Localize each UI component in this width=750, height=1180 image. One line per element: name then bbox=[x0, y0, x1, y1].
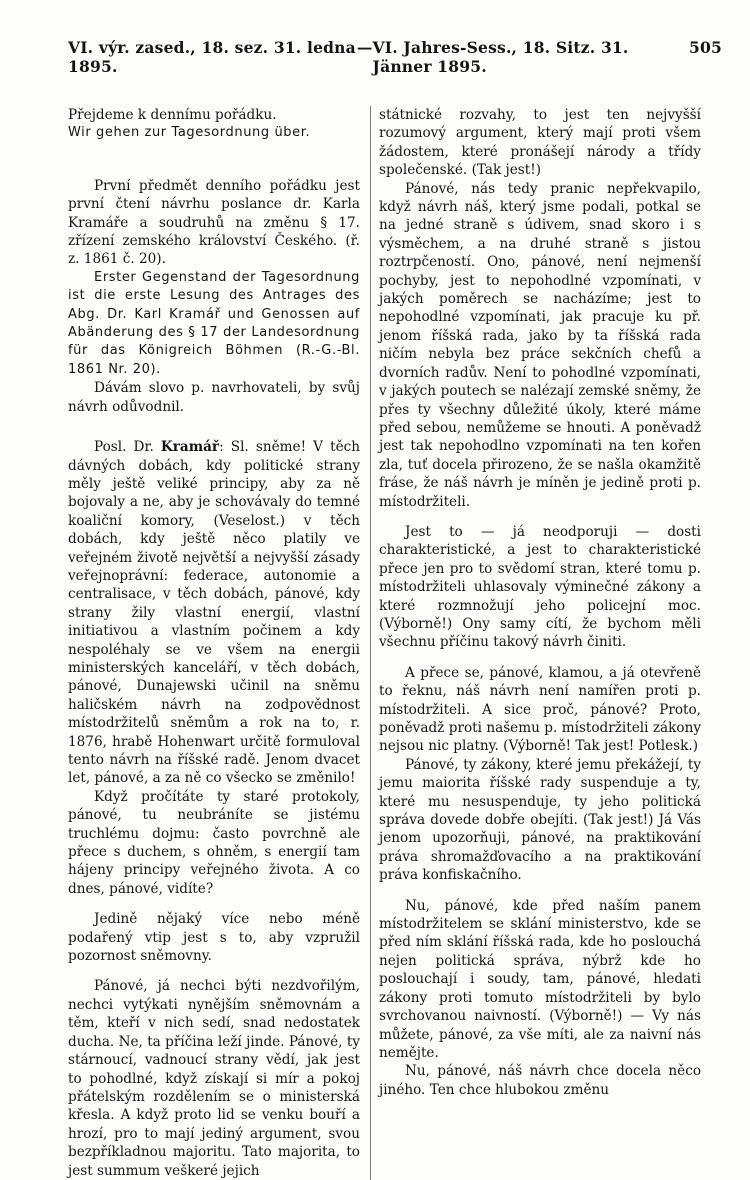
speech-paragraph-majority: Pánové, já nechci býti nezdvořilým, nechci vytýkati nynějším sněmovnám a těm, kteří v nich sedí, snad nedostatek ducha. Ne, ta příčina leží jinde. Pánové, ty stárnoucí, vadnoucí strany vědí, jak jest to pohodlné, když získají si mír a pokoj přátelským rozdělením se o ministerská křesla. A když proto lid se venku bouří a hrozí, pro to mají jediný argument, svou bezpříkladnou majoritu. Tato majorita, to jest summum veškeré jejich bbox=[68, 978, 360, 1179]
floor-given: Dávám slovo p. navrhovateli, by svůj návrh odůvodnil. bbox=[68, 380, 360, 415]
speaker-name: Kramář bbox=[160, 439, 220, 456]
header-german: VI. Jahres-Sess., 18. Sitz. 31. Jänner 1895. bbox=[372, 38, 629, 76]
text-columns bbox=[68, 106, 722, 1180]
speech-paragraph-ministry: Nu, pánové, kde před naším panem místodržitelem se sklání ministerstvo, kde se před ním sklání říšská rada, kde ho poslouchá nejen politická správa, nýbrž kde ho poslouchají i soudy, tam, pánové, hledati zákony proti tomuto místodržiteli by bylo svrchovanou naivností. (Výborně!) — Vy nás můžete, pánové, za vše míti, ale za naivní nás nemějte. bbox=[379, 897, 701, 1061]
first-item-czech: První předmět denního pořádku jest první čtení návrhu poslance dr. Karla Kramáře a soudruhů na změnu § 17. zřízení zemského království Českého. (ř. z. 1861 č. 20). bbox=[68, 177, 360, 268]
speech-paragraph-protocols: Když pročítáte ty staré protokoly, pánové, tu neubráníte se jistému truchlému dojmu: často povrchně ale přece s duchem, s ohněm, s energií tam hájeny principy veřejného života. A co dnes, pánové, vidíte? bbox=[68, 788, 360, 897]
agenda-intro-czech: Přejdeme k dennímu pořádku. bbox=[68, 107, 277, 123]
left-column bbox=[68, 106, 360, 1180]
page-number: 505 bbox=[689, 38, 722, 57]
speech-paragraph-characteristic: Jest to — já neodporuji — dosti charakteristické, a jest to charakteristické přece jen pro to svědomí stran, které tomu p. místodržiteli uhlasovaly výminečné zákony a které rozmnožují jeho policejní moc. (Výborně!) Ony samy cítí, že bychom měli všechnu příčinu takový návrh činiti. bbox=[379, 523, 701, 651]
speech-opening-text: : Sl. sněme! V těch dávných dobách, kdy politické strany měly ještě veliké principy, aby za ně bojovaly a ne, aby je schovávaly do temné koaliční komory, (Veselost.) v těch dobách, kdy ještě něco platily ve veřejném životě největší a nejvyšší zásady veřejnoprávní: federace, autonomie a centralisace, v těch dobách, pánové, kdy strany žily vlastní energií, vlastní initiativou a vlastním počinem a kdy nespoléhaly se ve všem na energii ministerských kanceláří, v těch dobách, pánové, Dunajewski učinil na sněmu haličském návrh na zodpovědnost místodržitelů sněmům a rok na to, r. 1876, hrabě Hohenwart určitě formuloval tento návrh na říšské radě. Jenom dvacet let, pánové, a za ně co všecko se změnilo! bbox=[68, 439, 360, 787]
first-item-german: Erster Gegenstand der Tagesordnung ist die erste Lesung des Antrages des Abg. Dr. Karl Kramář und Genossen auf Abänderung des § 17 der Landesordnung für das Königreich Böhmen (R.-G.-Bl. 1861 Nr. 20). bbox=[68, 269, 360, 377]
speech-paragraph-wit: Jedině nějaký více nebo méně podařený vtip jest s to, aby vzpružil pozornost sněmovny. bbox=[68, 911, 360, 965]
agenda-intro-german: Wir gehen zur Tagesordnung über. bbox=[68, 125, 311, 141]
speech-paragraph-not-against: A přece se, pánové, klamou, a já otevřeně to řeknu, náš návrh není namířen proti p. místodržiteli. A sice proč, pánové? Proto, poněvadž proti našemu p. místodržiteli zákony nejsou nic platny. (Výborně! Tak jest! Potlesk.) bbox=[379, 664, 701, 755]
speaker-title: Posl. Dr. bbox=[94, 439, 154, 456]
header-dash: — bbox=[356, 38, 373, 57]
speech-paragraph-surprise: Pánové, nás tedy pranic nepřekvapilo, když návrh náš, který jsme podali, potkal se na jedné straně s údivem, snad skoro i s výsměchem, a na druhé straně s jistou roztrpčeností. Ono, pánové, není nejmenší pochyby, jest to nepohodlné vzpomínati, v jakých poměrech se nacházíme; jest to nepohodlné vzpomínati, jak pracuje ku př. jenom říšská rada, jako by ta říšská rada ničím nebyla bez práce sekčních chefů a dvorních radův. Není to pohodlné vzpomínati, v jakých poutech se nalézají zemské sněmy, že přes ty všechny důležité úkoly, které máme před sebou, nemůžeme se hnouti. A poněvadž jest tak nepohodlno vzpomínati na ten kořen zla, tuť docela přirozeno, že se našla okamžitě fráse, že náš návrh je míněn je jedině proti p. místodržiteli. bbox=[379, 180, 701, 510]
speech-continuation: státnické rozvahy, to jest ten nejvyšší rozumový argument, který mají proti všem žádostem, které pronášejí národy a třídy společenské. (Tak jest!) bbox=[379, 107, 701, 179]
page-header bbox=[68, 38, 722, 80]
header-czech: VI. výr. zased., 18. sez. 31. ledna 1895. bbox=[68, 38, 356, 76]
speech-opening bbox=[68, 438, 360, 788]
speech-paragraph-change: Nu, pánové, náš návrh chce docela něco jiného. Ten chce hlubokou změnu bbox=[379, 1063, 701, 1098]
right-column bbox=[370, 106, 701, 1180]
speech-paragraph-laws: Pánové, ty zákony, které jemu překážejí, ty jemu maiorita říšské rady suspenduje a ty, které mu nesuspenduje, ty jeho politická správa dovede dobře obejíti. (Tak jest!) Já Vás jenom upozorňuji, pánové, na praktikování práva shromažďovacího a na praktikování práva konfiskačního. bbox=[379, 756, 701, 884]
